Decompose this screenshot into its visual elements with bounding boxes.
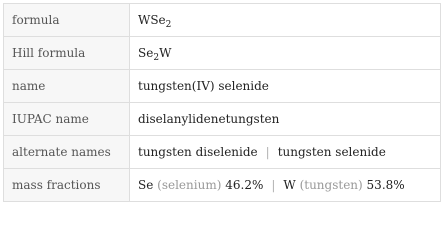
hill-formula-value — [130, 37, 441, 70]
formula-base: WSe — [138, 13, 166, 27]
row-label-iupac-name: IUPAC name — [4, 103, 130, 136]
separator: | — [265, 145, 270, 159]
mass-fraction-symbol-w: W — [283, 178, 296, 192]
hill-formula-subscript: 2 — [153, 53, 160, 63]
mass-fraction-percent-se: 46.2% — [225, 178, 264, 192]
alternate-names-value — [130, 136, 441, 169]
mass-fraction-percent-w: 53.8% — [366, 178, 405, 192]
hill-formula-tail: W — [159, 46, 172, 60]
table-row — [4, 70, 441, 103]
table-row — [4, 4, 441, 37]
table-row — [4, 37, 441, 70]
row-label-formula: formula — [4, 4, 130, 37]
separator: | — [271, 178, 276, 192]
alternate-name-2: tungsten selenide — [277, 145, 386, 159]
mass-fraction-element-w: (tungsten) — [299, 178, 363, 192]
properties-table — [3, 3, 441, 202]
row-label-mass-fractions: mass fractions — [4, 169, 130, 202]
name-value: tungsten(IV) selenide — [130, 70, 441, 103]
formula-subscript: 2 — [165, 20, 172, 30]
table-row — [4, 136, 441, 169]
row-label-hill-formula: Hill formula — [4, 37, 130, 70]
mass-fraction-symbol-se: Se — [138, 178, 154, 192]
mass-fraction-element-se: (selenium) — [157, 178, 222, 192]
mass-fractions-value — [130, 169, 441, 202]
row-label-name: name — [4, 70, 130, 103]
iupac-name-value: diselanylidenetungsten — [130, 103, 441, 136]
table-row — [4, 169, 441, 202]
hill-formula-base: Se — [138, 46, 154, 60]
alternate-name-1: tungsten diselenide — [138, 145, 258, 159]
row-label-alternate-names: alternate names — [4, 136, 130, 169]
table-row — [4, 103, 441, 136]
formula-value — [130, 4, 441, 37]
